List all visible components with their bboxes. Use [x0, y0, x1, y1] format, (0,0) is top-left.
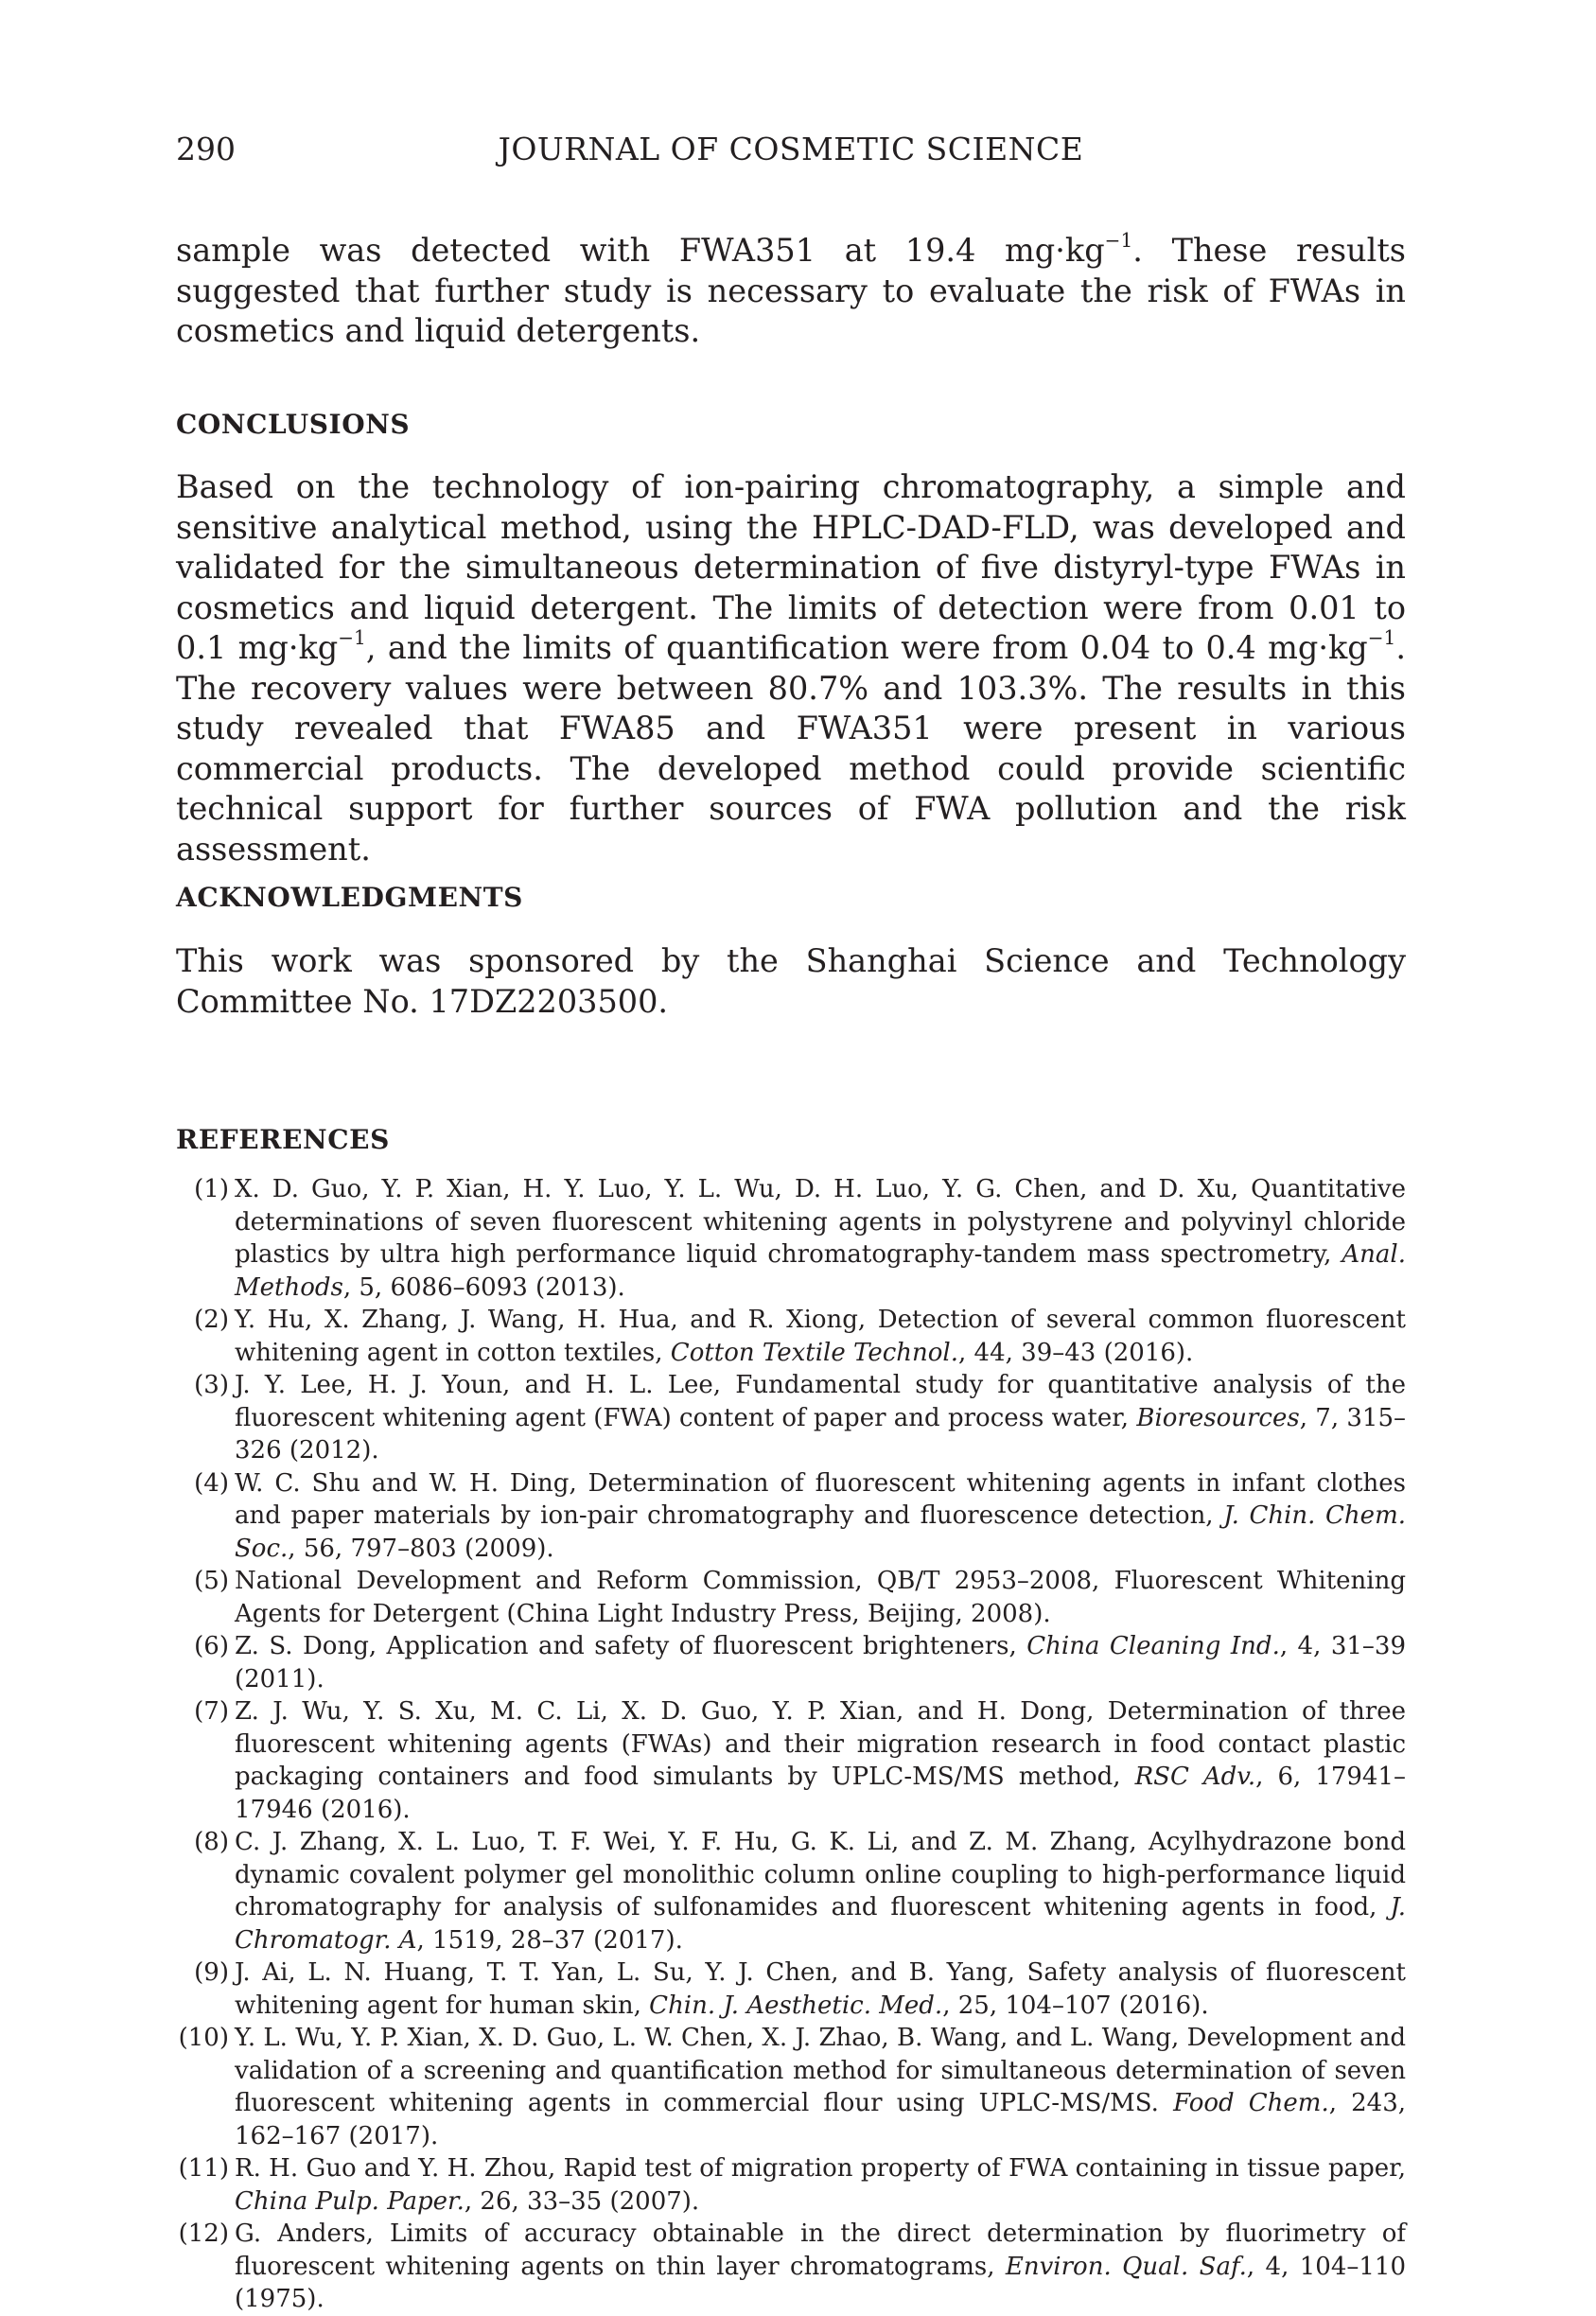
reference-item: [176, 1695, 1406, 1826]
conclusions-heading: CONCLUSIONS: [176, 409, 411, 440]
reference-tail: , 5, 6086–6093 (2013).: [342, 1272, 625, 1302]
reference-number: (3): [194, 1371, 229, 1399]
acknowledgments-heading: ACKNOWLEDGMENTS: [176, 882, 523, 913]
reference-tail: , 56, 797–803 (2009).: [288, 1534, 554, 1563]
reference-text: Y. Hu, X. Zhang, J. Wang, H. Hua, and R. Xiong, Detection of several common fluorescent whitening agent in cotton textiles,: [235, 1306, 1406, 1367]
acknowledgments-paragraph: This work was sponsored by the Shanghai Science and Technology Committee No. 17DZ2203500.: [176, 942, 1406, 1020]
reference-tail: , 4, 104–110 (1975).: [235, 2252, 1407, 2313]
reference-item: [176, 1467, 1406, 1566]
reference-item: [176, 2022, 1406, 2152]
reference-text: Y. L. Wu, Y. P. Xian, X. D. Guo, L. W. Chen, X. J. Zhao, B. Wang, and L. Wang, Development and validation of a screening and quantification method for simultaneous determination of seven fluorescent whitening agents in commercial flour using UPLC-MS/MS.: [235, 2024, 1406, 2117]
reference-number: (4): [194, 1468, 229, 1498]
reference-text: R. H. Guo and Y. H. Zhou, Rapid test of migration property of FWA containing in tissue paper,: [235, 2154, 1406, 2183]
running-head: [176, 131, 1406, 172]
reference-item: [176, 1173, 1406, 1304]
journal-title: JOURNAL OF COSMETIC SCIENCE: [498, 131, 1084, 167]
reference-tail: , 6, 17941–17946 (2016).: [235, 1763, 1406, 1824]
reference-number: (9): [194, 1958, 229, 1987]
reference-item: [176, 1304, 1406, 1369]
reference-journal: Anal. Methods: [235, 1240, 1406, 1302]
reference-journal: J. Chromatogr. A: [235, 1893, 1406, 1955]
reference-tail: , 1519, 28–37 (2017).: [416, 1925, 683, 1955]
reference-number: (6): [194, 1632, 229, 1660]
reference-item: [176, 1826, 1406, 1956]
reference-journal: J. Chin. Chem. Soc.: [235, 1501, 1406, 1563]
reference-tail: , 26, 33–35 (2007).: [464, 2186, 700, 2216]
reference-number: (12): [178, 2220, 229, 2248]
conclusions-superscript-2: −1: [1367, 625, 1396, 649]
reference-text: G. Anders, Limits of accuracy obtainable in the direct determination by fluorimetry of fluorescent whitening agents on thin layer chromatograms,: [235, 2220, 1406, 2281]
reference-number: (8): [194, 1828, 229, 1856]
reference-journal: RSC Adv.: [1134, 1763, 1256, 1791]
conclusions-part-3: . The recovery values were between 80.7% and 103.3%. The results in this study revealed that FWA85 and FWA351 were present in various commercial products. The developed method could provide scientific technical support for further sources of FWA pollution and the risk assessment.: [176, 629, 1406, 868]
reference-text: Z. J. Wu, Y. S. Xu, M. C. Li, X. D. Guo, Y. P. Xian, and H. Dong, Determination of three fluorescent whitening agents (FWAs) and their migration research in food contact plastic packaging containers and food simulants by UPLC-MS/MS method,: [235, 1697, 1406, 1791]
reference-number: (10): [178, 2024, 229, 2052]
conclusions-superscript-1: −1: [338, 625, 366, 649]
reference-journal: Environ. Qual. Saf.: [1005, 2252, 1247, 2281]
reference-text: X. D. Guo, Y. P. Xian, H. Y. Luo, Y. L. Wu, D. H. Luo, Y. G. Chen, and D. Xu, Quantitative determinations of seven fluorescent whitening agents in polystyrene and polyvinyl chloride plastics by ultra high performance liquid chromatography-tandem mass spectrometry,: [235, 1175, 1406, 1269]
reference-journal: Food Chem.: [1173, 2089, 1329, 2117]
reference-number: (5): [194, 1567, 229, 1595]
reference-number: (11): [178, 2154, 229, 2183]
page-number: 290: [176, 131, 236, 167]
reference-number: (1): [194, 1175, 229, 1203]
references-heading: REFERENCES: [176, 1124, 390, 1155]
reference-text: Z. S. Dong, Application and safety of fluorescent brighteners,: [235, 1632, 1027, 1660]
reference-text: J. Ai, L. N. Huang, T. T. Yan, L. Su, Y. J. Chen, and B. Yang, Safety analysis of fluorescent whitening agent for human skin,: [235, 1958, 1406, 2020]
intro-superscript: −1: [1104, 228, 1133, 252]
reference-journal: Chin. J. Aesthetic. Med.: [649, 1991, 943, 2020]
conclusions-part-1: Based on the technology of ion-pairing chromatography, a simple and sensitive analytical method, using the HPLC-DAD-FLD, was developed and validated for the simultaneous determination of five distyryl-type FWAs in cosmetics and liquid detergent. The limits of detection were from 0.01 to 0.1 mg·kg: [176, 468, 1406, 666]
intro-paragraph: [176, 228, 1406, 352]
conclusions-part-2: , and the limits of quantification were from 0.04 to 0.4 mg·kg: [365, 629, 1368, 666]
reference-item: [176, 1630, 1406, 1695]
reference-text: W. C. Shu and W. H. Ding, Determination of fluorescent whitening agents in infant clothes and paper materials by ion-pair chromatography and fluorescence detection,: [235, 1468, 1406, 1530]
reference-list: [176, 1173, 1406, 2316]
intro-text-after: . These results suggested that further study is necessary to evaluate the risk of FWAs in cosmetics and liquid detergents.: [176, 232, 1406, 349]
reference-text: National Development and Reform Commission, QB/T 2953–2008, Fluorescent Whitening Agents for Detergent (China Light Industry Press, Beijing, 2008).: [235, 1567, 1406, 1628]
reference-item: [176, 1565, 1406, 1630]
reference-item: [176, 1369, 1406, 1467]
reference-journal: Bioresources: [1136, 1403, 1300, 1432]
reference-number: (7): [194, 1697, 229, 1726]
intro-text-before: sample was detected with FWA351 at 19.4 mg·kg: [176, 232, 1105, 269]
reference-journal: China Pulp. Paper.: [235, 2186, 465, 2216]
reference-tail: , 243, 162–167 (2017).: [235, 2089, 1406, 2150]
reference-item: [176, 2218, 1406, 2316]
reference-text: J. Y. Lee, H. J. Youn, and H. L. Lee, Fundamental study for quantitative analysis of the fluorescent whitening agent (FWA) content of paper and process water,: [235, 1371, 1406, 1432]
reference-journal: China Cleaning Ind.: [1026, 1632, 1280, 1660]
reference-tail: , 7, 315–326 (2012).: [235, 1403, 1406, 1465]
reference-text: C. J. Zhang, X. L. Luo, T. F. Wei, Y. F. Hu, G. K. Li, and Z. M. Zhang, Acylhydrazone bond dynamic covalent polymer gel monolithic column online coupling to high-performance liquid chromatography for analysis of sulfonamides and fluorescent whitening agents in food,: [235, 1828, 1406, 1921]
reference-journal: Cotton Textile Technol.: [670, 1338, 959, 1367]
reference-item: [176, 2152, 1406, 2218]
reference-number: (2): [194, 1306, 229, 1334]
reference-tail: , 25, 104–107 (2016).: [942, 1991, 1209, 2020]
reference-tail: , 44, 39–43 (2016).: [958, 1338, 1194, 1367]
reference-tail: , 4, 31–39 (2011).: [235, 1632, 1406, 1693]
conclusions-paragraph: [176, 467, 1406, 869]
reference-item: [176, 1956, 1406, 2022]
